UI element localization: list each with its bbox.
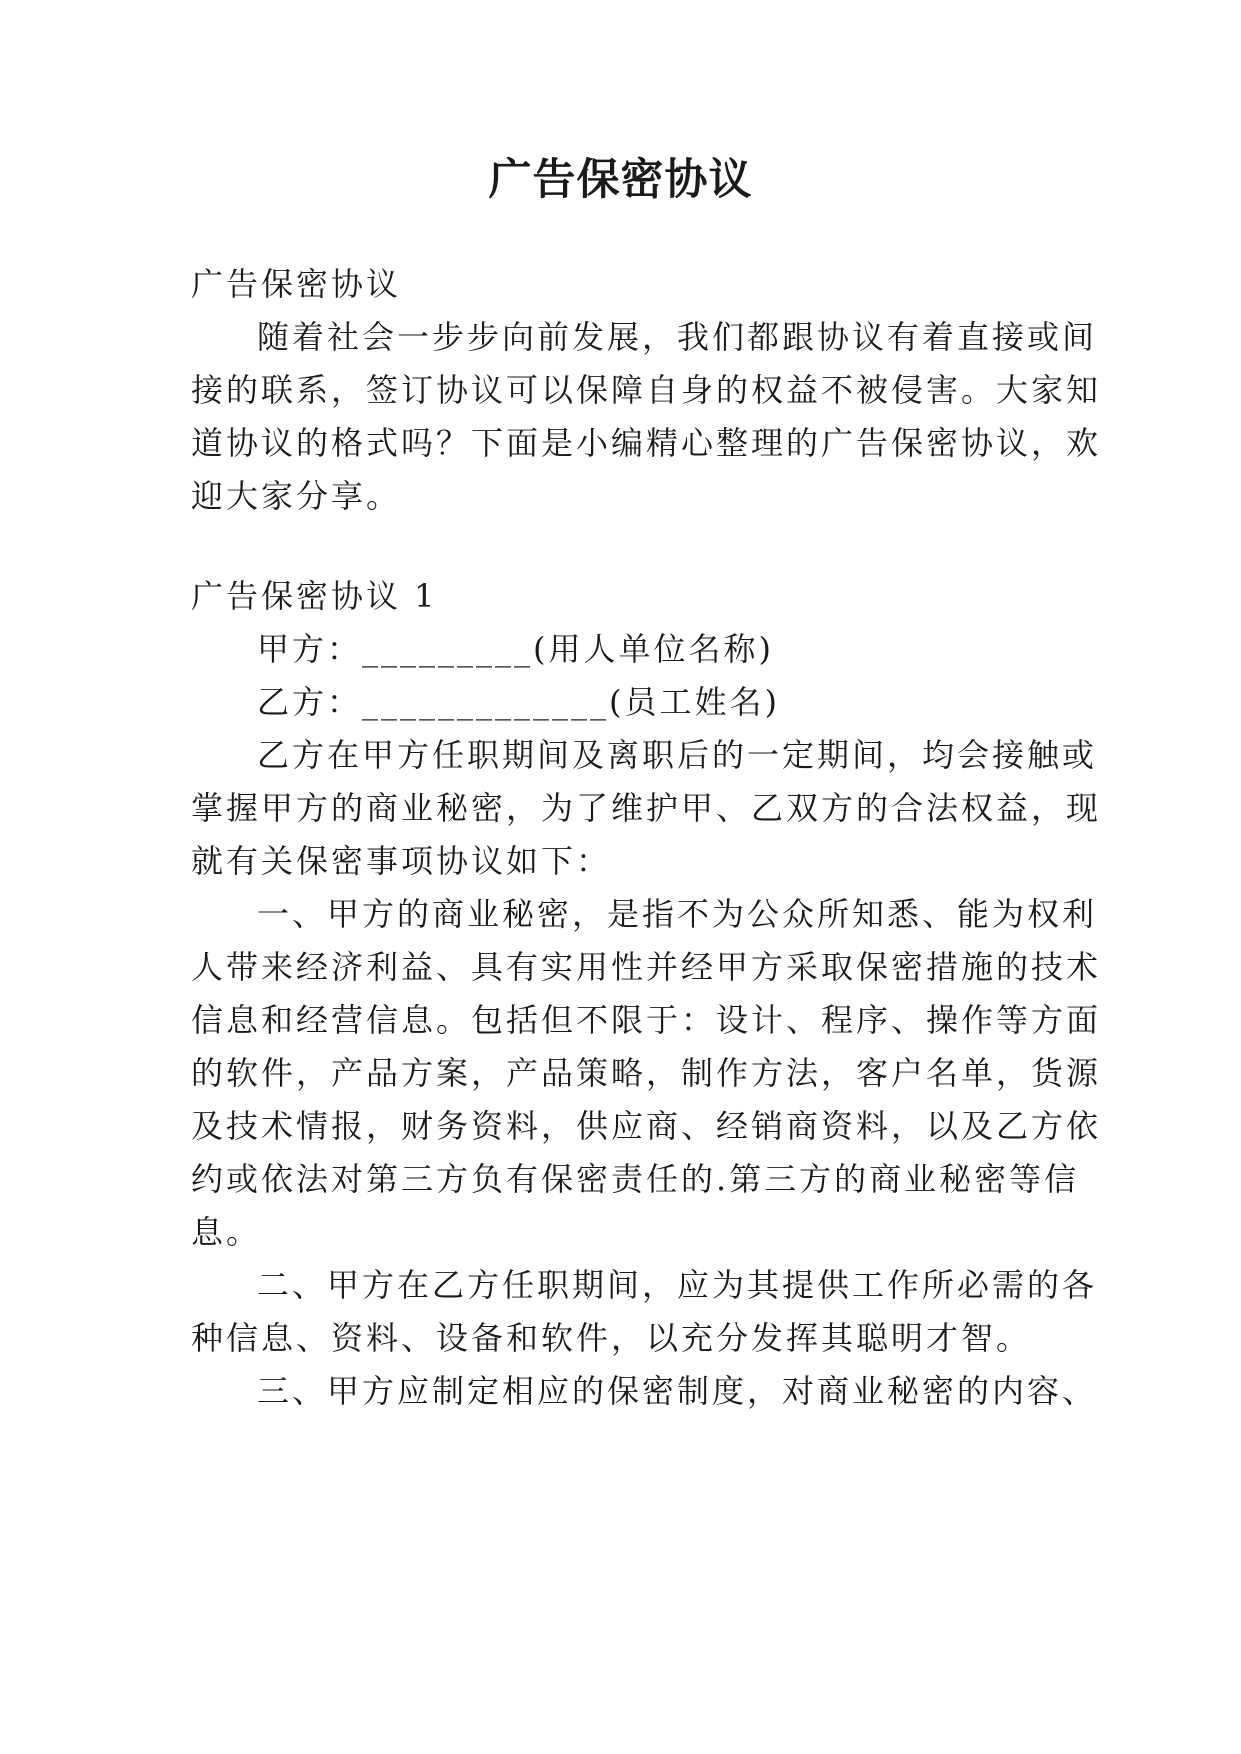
- party-b-line: 乙方：_____________(员工姓名): [257, 683, 780, 721]
- paragraph-line: 及技术情报，财务资料，供应商、经销商资料，以及乙方依: [191, 1107, 1102, 1145]
- paragraph-line: 就有关保密事项协议如下：: [191, 842, 612, 880]
- paragraph-line: 道协议的格式吗？下面是小编精心整理的广告保密协议，欢: [191, 424, 1102, 462]
- section-heading: 广告保密协议: [191, 265, 402, 303]
- paragraph-line: 二、甲方在乙方任职期间，应为其提供工作所必需的各: [257, 1266, 1098, 1304]
- paragraph-line: 种信息、资料、设备和软件，以充分发挥其聪明才智。: [191, 1319, 1032, 1357]
- paragraph-line: 三、甲方应制定相应的保密制度，对商业秘密的内容、: [257, 1372, 1098, 1410]
- paragraph-line: 乙方在甲方任职期间及离职后的一定期间，均会接触或: [257, 736, 1098, 774]
- paragraph-line: 的软件，产品方案，产品策略，制作方法，客户名单，货源: [191, 1054, 1102, 1092]
- document-title: 广告保密协议: [488, 155, 753, 205]
- paragraph-line: 一、甲方的商业秘密，是指不为公众所知悉、能为权利: [257, 895, 1098, 933]
- party-a-line: 甲方：_________(用人单位名称): [257, 630, 774, 668]
- paragraph-line: 随着社会一步步向前发展，我们都跟协议有着直接或间: [257, 318, 1098, 356]
- paragraph-line: 约或依法对第三方负有保密责任的.第三方的商业秘密等信: [191, 1160, 1080, 1198]
- section-heading: 广告保密协议 1: [191, 577, 438, 615]
- paragraph-line: 信息和经营信息。包括但不限于：设计、程序、操作等方面: [191, 1001, 1102, 1039]
- paragraph-line: 掌握甲方的商业秘密，为了维护甲、乙双方的合法权益，现: [191, 789, 1102, 827]
- paragraph-line: 接的联系，签订协议可以保障自身的权益不被侵害。大家知: [191, 371, 1102, 409]
- paragraph-line: 迎大家分享。: [191, 477, 402, 515]
- paragraph-line: 息。: [191, 1213, 262, 1251]
- paragraph-line: 人带来经济利益、具有实用性并经甲方采取保密措施的技术: [191, 948, 1102, 986]
